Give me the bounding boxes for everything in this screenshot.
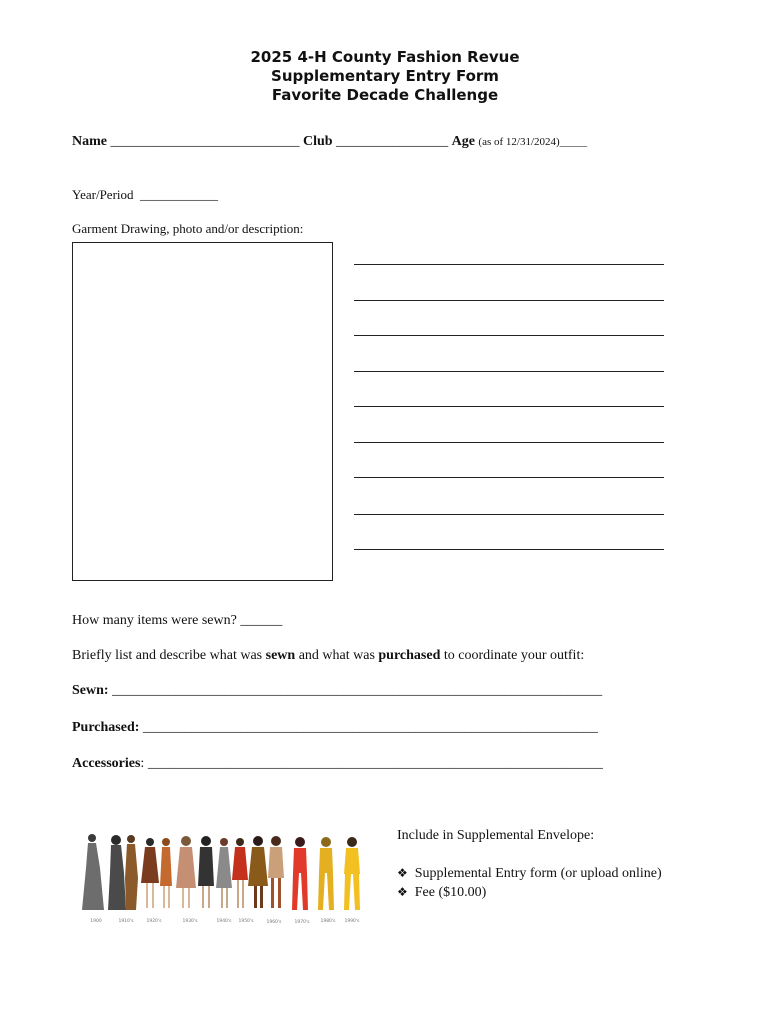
decade-label: 1960's [266, 920, 282, 925]
briefly-purchased: purchased [378, 648, 441, 663]
description-line[interactable] [354, 371, 664, 372]
decade-label: 1950's [238, 919, 254, 924]
envelope-item [397, 866, 662, 882]
description-line[interactable] [354, 335, 664, 336]
figure-1960s [232, 838, 248, 908]
diamond-bullet-icon: ❖ [397, 866, 408, 880]
figure-2000s [344, 837, 360, 910]
diamond-bullet-icon: ❖ [397, 885, 408, 899]
figure-1940s [198, 836, 214, 908]
envelope-title: Include in Supplemental Envelope: [397, 828, 595, 843]
briefly-text-mid: and what was [295, 648, 379, 663]
figure-1900 [82, 834, 104, 910]
items-sewn-row [72, 613, 282, 629]
figure-1910s-b [125, 835, 138, 910]
figure-1990s [292, 837, 308, 910]
age-label: Age [451, 134, 475, 149]
club-label: Club [303, 134, 333, 149]
briefly-text: Briefly list and describe what was [72, 648, 266, 663]
decade-label: 1970's [294, 920, 310, 925]
description-line[interactable] [354, 514, 664, 515]
decade-label: 1920's [146, 919, 162, 924]
year-field[interactable]: ____________ [140, 187, 219, 202]
figure-1990s-b [318, 837, 334, 910]
decade-label: 1900 [90, 919, 102, 924]
sewn-label: Sewn: [72, 683, 109, 698]
accessories-field[interactable]: _________________________________________________________________ [147, 756, 603, 771]
figure-1970s [248, 836, 268, 908]
form-challenge-title: Favorite Decade Challenge [271, 86, 499, 104]
age-note: (as of 12/31/2024) [478, 136, 560, 148]
description-line[interactable] [354, 300, 664, 301]
description-line[interactable] [354, 442, 664, 443]
form-title: 2025 4-H County Fashion Revue [250, 48, 520, 66]
form-subtitle: Supplementary Entry Form [271, 67, 499, 85]
age-field[interactable]: _____ [559, 136, 588, 148]
name-label: Name [72, 134, 107, 149]
description-line[interactable] [354, 477, 664, 478]
figure-1920s-b [160, 838, 172, 908]
purchased-row [72, 720, 598, 736]
name-row [72, 134, 587, 150]
decade-label: 1940's [216, 919, 232, 924]
name-field[interactable]: ___________________________ [110, 134, 300, 149]
decade-label: 1990's [344, 919, 360, 924]
club-field[interactable]: ________________ [336, 134, 449, 149]
items-sewn-field[interactable]: ______ [240, 613, 283, 628]
decade-label: 1910's [118, 919, 134, 924]
briefly-instructions [72, 648, 584, 664]
sewn-row [72, 683, 602, 699]
purchased-label: Purchased: [72, 720, 140, 735]
figure-1980s [268, 836, 284, 908]
year-label: Year/Period [72, 187, 134, 202]
year-row [72, 187, 218, 203]
garment-label: Garment Drawing, photo and/or description: [72, 221, 304, 236]
items-sewn-question: How many items were sewn? [72, 613, 237, 628]
figure-1910s [108, 835, 126, 910]
envelope-item-text: Supplemental Entry form (or upload online) [414, 866, 662, 881]
accessories-label: Accessories [72, 756, 141, 771]
figure-1920s [141, 838, 159, 908]
figure-1930s [176, 836, 196, 908]
envelope-item-text: Fee ($10.00) [414, 885, 487, 900]
accessories-row [72, 756, 603, 772]
sewn-field[interactable]: ______________________________________________________________________ [112, 683, 603, 698]
accessories-colon: : [140, 756, 145, 771]
briefly-text-end: to coordinate your outfit: [440, 648, 585, 663]
decade-label: 1930's [182, 919, 198, 924]
purchased-field[interactable]: _________________________________________________________________ [142, 720, 598, 735]
fashion-decades-illustration [78, 828, 378, 928]
description-line[interactable] [354, 406, 664, 407]
description-line[interactable] [354, 549, 664, 550]
briefly-sewn: sewn [265, 648, 296, 663]
garment-drawing-box[interactable] [72, 242, 333, 581]
description-line[interactable] [354, 264, 664, 265]
envelope-item [397, 885, 486, 901]
decade-label: 1980's [320, 919, 336, 924]
figure-1950s [216, 838, 232, 908]
